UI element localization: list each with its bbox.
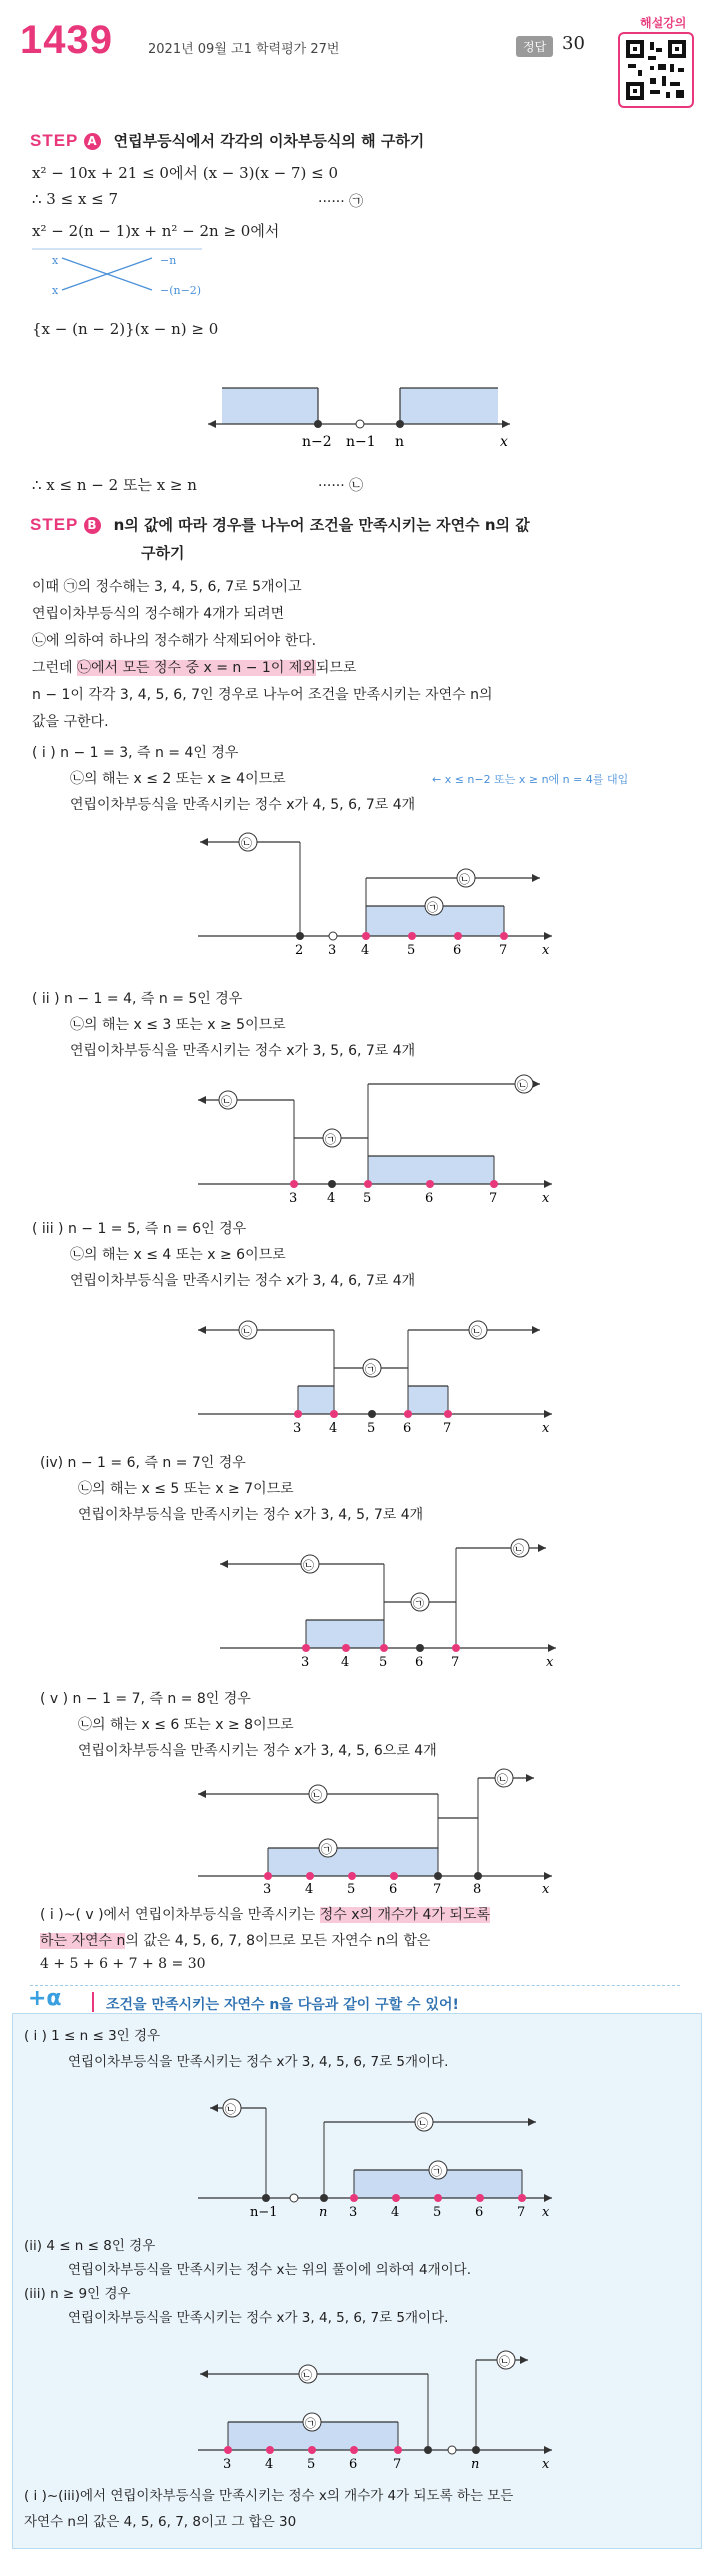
region-label: ㉠ [431, 2165, 442, 2178]
plus-end-line1: ( i )~(iii)에서 연립이차부등식을 만족시키는 정수 x의 개수가 4가 되도록 하는 모든 [24, 2488, 514, 2504]
region-label: ㉡ [471, 1325, 482, 1338]
tick-label: 5 [407, 943, 416, 956]
step-b-p2: 연립이차부등식의 정수해가 4개가 되려면 [32, 606, 285, 622]
tick-label: 3 [223, 2457, 232, 2470]
tick-label: 4 [265, 2457, 274, 2470]
diag-plus-1 [188, 2078, 568, 2218]
plus-alpha-title: 조건을 만족시키는 자연수 n을 다음과 같이 구할 수 있어! [106, 1997, 459, 2013]
problem-source: 2021년 09월 고1 학력평가 27번 [148, 42, 340, 57]
tick-label: 7 [499, 943, 508, 956]
region-label: ㉡ [303, 1559, 314, 1572]
case-3-head: ( iii ) n − 1 = 5, 즉 n = 6인 경우 [32, 1221, 247, 1237]
step-b-p5: n − 1이 각각 3, 4, 5, 6, 7인 경우로 나누어 조건을 만족시키는 자연수 n의 [32, 687, 493, 703]
case-5-count: 연립이차부등식을 만족시키는 정수 x가 3, 4, 5, 6으로 4개 [78, 1743, 437, 1759]
region-label: ㉡ [301, 2369, 312, 2382]
region-label: ㉡ [311, 1789, 322, 1802]
plus-case-1-head: ( i ) 1 ≤ n ≤ 3인 경우 [24, 2028, 161, 2044]
qr-code-icon[interactable] [618, 32, 694, 108]
tick-label: n [395, 434, 405, 450]
tick-label: 6 [415, 1655, 424, 1670]
tick-label: 6 [475, 2205, 484, 2218]
answer-badge: 정답 [516, 36, 553, 57]
region-label: ㉠ [321, 1843, 332, 1856]
diag-case-3 [188, 1296, 568, 1436]
tick-label: 5 [367, 1421, 376, 1436]
axis-label: x [542, 1191, 550, 1206]
tick-label: n−1 [346, 434, 376, 450]
plus-case-1-body: 연립이차부등식을 만족시키는 정수 x가 3, 4, 5, 6, 7로 5개이다. [68, 2054, 449, 2070]
region-label: ㉠ [413, 1597, 424, 1610]
case-2-sol: ㉡의 해는 x ≤ 3 또는 x ≥ 5이므로 [70, 1017, 286, 1033]
tick-label: 5 [347, 1882, 356, 1896]
case-3-sol: ㉡의 해는 x ≤ 4 또는 x ≥ 6이므로 [70, 1247, 286, 1263]
axis-label: x [542, 1421, 550, 1436]
step-a-line4: {x − (n − 2)}(x − n) ≥ 0 [32, 320, 219, 338]
step-a-tag1: ······ ㉠ [318, 194, 364, 210]
region-label: ㉠ [325, 1133, 336, 1146]
plus-divider [92, 1992, 94, 2012]
tick-label: 3 [293, 1421, 302, 1436]
step-a-line3: x² − 2(n − 1)x + n² − 2n ≥ 0에서 [32, 222, 280, 240]
cross-x2: x [52, 284, 59, 297]
region-label: ㉠ [427, 901, 438, 914]
case-3-count: 연립이차부등식을 만족시키는 정수 x가 3, 4, 6, 7로 4개 [70, 1273, 416, 1289]
step-b-p4-pre: 그런데 [32, 660, 78, 676]
region-label: ㉠ [365, 1363, 376, 1376]
step-b-p1: 이때 ㉠의 정수해는 3, 4, 5, 6, 7로 5개이고 [32, 579, 302, 595]
region-right [400, 388, 498, 424]
diag-plus-3 [188, 2330, 568, 2470]
step-b-p3: ㉡에 의하여 하나의 정수해가 삭제되어야 한다. [32, 633, 317, 649]
region-label: ㉡ [513, 1543, 524, 1556]
step-a-heading [30, 130, 424, 151]
region-label: ㉡ [241, 1325, 252, 1338]
lecture-label[interactable]: 해설강의 [640, 16, 687, 30]
axis-label: x [542, 1882, 550, 1896]
tick-label: 4 [361, 943, 370, 956]
axis-label: x [546, 1655, 554, 1670]
axis-label: x [542, 943, 550, 956]
summary-l2-post: 의 값은 4, 5, 6, 7, 8이므로 모든 자연수 n의 합은 [125, 1933, 431, 1949]
summary-line3: 4 + 5 + 6 + 7 + 8 = 30 [40, 1956, 206, 1972]
tick-label: 4 [305, 1882, 314, 1896]
step-a-badge: A [84, 133, 101, 150]
step-b-p6: 값을 구한다. [32, 714, 109, 730]
tick-label: n−2 [302, 434, 332, 450]
tick-label: 7 [393, 2457, 402, 2470]
case-1-sol: ㉡의 해는 x ≤ 2 또는 x ≥ 4이므로 [70, 771, 286, 787]
tick-label: 7 [433, 1882, 442, 1896]
tick-label: 5 [433, 2205, 442, 2218]
tick-label: 3 [289, 1191, 298, 1206]
axis-label: x [542, 2457, 550, 2470]
case-5-head: ( v ) n − 1 = 7, 즉 n = 8인 경우 [40, 1691, 251, 1707]
point-n-2 [314, 420, 322, 428]
tick-label: 6 [403, 1421, 412, 1436]
tick-label: 3 [263, 1882, 272, 1896]
tick-label: 7 [489, 1191, 498, 1206]
tick-label: 3 [301, 1655, 310, 1670]
plus-case-2-body: 연립이차부등식을 만족시키는 정수 x는 위의 풀이에 의하여 4개이다. [68, 2262, 472, 2278]
step-b-p4-post: 되므로 [315, 660, 357, 676]
divider [30, 1985, 680, 1986]
step-b-title1: n의 값에 따라 경우를 나누어 조건을 만족시키는 자연수 n의 값 [113, 516, 530, 534]
tick-label: 4 [341, 1655, 350, 1670]
case-4-count: 연립이차부등식을 만족시키는 정수 x가 3, 4, 5, 7로 4개 [78, 1507, 424, 1523]
case-1-note: ← x ≤ n−2 또는 x ≥ n에 n = 4를 대입 [432, 773, 629, 786]
step-a-line2: ∴ 3 ≤ x ≤ 7 [32, 190, 119, 208]
region-left [222, 388, 318, 424]
region-label: ㉡ [417, 2117, 428, 2130]
summary-l1-pre: ( i )~( v )에서 연립이차부등식을 만족시키는 [40, 1907, 320, 1923]
tick-label: n [319, 2205, 328, 2218]
diag-step-a [190, 380, 530, 460]
tick-label: 8 [473, 1882, 482, 1896]
region-label: ㉡ [221, 1095, 232, 1108]
step-b-heading [30, 514, 530, 535]
tick-label: 7 [443, 1421, 452, 1436]
axis-label: x [500, 434, 508, 450]
step-a-title: 연립부등식에서 각각의 이차부등식의 해 구하기 [113, 132, 425, 150]
answer-value: 30 [562, 33, 585, 54]
tick-label: 5 [363, 1191, 372, 1206]
step-a-tag2: ······ ㉡ [318, 478, 364, 494]
cross-n1: −n [160, 254, 177, 267]
case-1-head: ( i ) n − 1 = 3, 즉 n = 4인 경우 [32, 745, 239, 761]
plus-case-3-body: 연립이차부등식을 만족시키는 정수 x가 3, 4, 5, 6, 7로 5개이다. [68, 2310, 449, 2326]
tick-label: 3 [349, 2205, 358, 2218]
tick-label: 6 [425, 1191, 434, 1206]
tick-label: 4 [329, 1421, 338, 1436]
tick-label: 7 [451, 1655, 460, 1670]
point-n [396, 420, 404, 428]
tick-label: 4 [391, 2205, 400, 2218]
tick-label: 2 [295, 943, 304, 956]
point-n-1 [356, 420, 364, 428]
problem-number: 1439 [20, 18, 113, 62]
cross-multiplication-diagram [32, 246, 222, 306]
summary-l1-highlight: 정수 x의 개수가 4가 되도록 [319, 1907, 490, 1923]
diag-case-5 [188, 1766, 568, 1896]
case-4-sol: ㉡의 해는 x ≤ 5 또는 x ≥ 7이므로 [78, 1481, 294, 1497]
plus-case-2-head: (ii) 4 ≤ n ≤ 8인 경우 [24, 2238, 156, 2254]
tick-label: 5 [307, 2457, 316, 2470]
step-a-line1: x² − 10x + 21 ≤ 0에서 (x − 3)(x − 7) ≤ 0 [32, 164, 338, 182]
cross-x1: x [52, 254, 59, 267]
step-b-word: STEP [30, 515, 79, 534]
region-label: ㉡ [517, 1079, 528, 1092]
tick-label: 5 [379, 1655, 388, 1670]
diag-case-4 [210, 1530, 570, 1670]
summary-line1 [40, 1904, 490, 1924]
region-label: ㉡ [225, 2103, 236, 2116]
plus-end-line2: 자연수 n의 값은 4, 5, 6, 7, 8이고 그 합은 30 [24, 2514, 297, 2530]
step-a-word: STEP [30, 131, 79, 150]
tick-label: 7 [517, 2205, 526, 2218]
tick-label: n [471, 2457, 480, 2470]
step-b-badge: B [84, 517, 101, 534]
step-b-p4-highlight: ㉡에서 모든 정수 중 x = n − 1이 제외 [77, 660, 316, 676]
diag-case-2 [188, 1066, 568, 1206]
cross-n2: −(n−2) [160, 284, 202, 297]
case-2-count: 연립이차부등식을 만족시키는 정수 x가 3, 5, 6, 7로 4개 [70, 1043, 416, 1059]
plus-alpha-icon: +α [28, 1986, 62, 2011]
case-5-sol: ㉡의 해는 x ≤ 6 또는 x ≥ 8이므로 [78, 1717, 294, 1733]
step-b-title2: 구하기 [141, 544, 185, 562]
tick-label: n−1 [250, 2205, 278, 2218]
step-a-line5: ∴ x ≤ n − 2 또는 x ≥ n [32, 476, 197, 494]
summary-line2 [40, 1930, 430, 1950]
region-label: ㉡ [241, 837, 252, 850]
tick-label: 4 [327, 1191, 336, 1206]
region-label: ㉡ [499, 2355, 510, 2368]
tick-label: 6 [453, 943, 462, 956]
tick-label: 6 [389, 1882, 398, 1896]
region-label: ㉡ [497, 1773, 508, 1786]
axis-label: x [542, 2205, 550, 2218]
region-label: ㉠ [305, 2417, 316, 2430]
tick-label: 6 [349, 2457, 358, 2470]
summary-l2-highlight: 하는 자연수 n [40, 1933, 126, 1949]
tick-label: 3 [328, 943, 337, 956]
case-4-head: (iv) n − 1 = 6, 즉 n = 7인 경우 [40, 1455, 246, 1471]
plus-case-3-head: (iii) n ≥ 9인 경우 [24, 2286, 131, 2302]
diag-case-1 [188, 826, 568, 956]
step-b-p4 [32, 657, 356, 677]
region-label: ㉡ [459, 873, 470, 886]
case-2-head: ( ii ) n − 1 = 4, 즉 n = 5인 경우 [32, 991, 243, 1007]
case-1-count: 연립이차부등식을 만족시키는 정수 x가 4, 5, 6, 7로 4개 [70, 797, 416, 813]
